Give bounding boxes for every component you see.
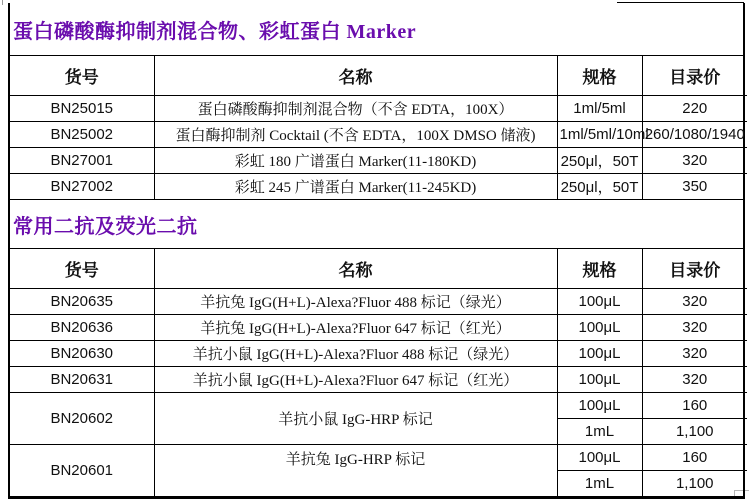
spec-cell: 250μl，50T <box>557 148 642 174</box>
name-cell: 羊抗兔 IgG-HRP 标记 <box>154 445 557 497</box>
crop-remnant-tick <box>2 0 3 5</box>
table-row <box>10 122 747 148</box>
price-cell: 320 <box>642 148 747 174</box>
code-cell: BN25015 <box>10 96 154 122</box>
column-header-price: 目录价 <box>642 56 747 96</box>
spec-cell: 100μL <box>557 315 642 341</box>
price-list-document <box>8 3 745 499</box>
price-cell: 320 <box>642 341 747 367</box>
spec-cell: 100μL <box>557 393 642 419</box>
price-cell: 1,100 <box>642 419 747 445</box>
spec-cell: 1ml/5ml/10ml <box>557 122 642 148</box>
table-row <box>10 289 747 315</box>
table-row <box>10 445 747 471</box>
name-cell: 羊抗小鼠 IgG(H+L)-Alexa?Fluor 488 标记（绿光） <box>154 341 557 367</box>
table-row <box>10 393 747 419</box>
spec-cell: 100μL <box>557 445 642 471</box>
spec-cell: 250μl，50T <box>557 174 642 200</box>
column-header-name: 名称 <box>154 56 557 96</box>
code-cell: BN20636 <box>10 315 154 341</box>
name-cell: 蛋白酶抑制剂 Cocktail (不含 EDTA，100X DMSO 储液) <box>154 122 557 148</box>
name-cell: 蛋白磷酸酶抑制剂混合物（不含 EDTA，100X） <box>154 96 557 122</box>
column-header-price: 目录价 <box>642 249 747 289</box>
column-header-code: 货号 <box>10 249 154 289</box>
table-row <box>10 315 747 341</box>
price-cell: 1,100 <box>642 471 747 497</box>
code-cell: BN20635 <box>10 289 154 315</box>
price-cell: 320 <box>642 289 747 315</box>
code-cell: BN25002 <box>10 122 154 148</box>
code-cell: BN20631 <box>10 367 154 393</box>
section-title-inhibitors-markers: 蛋白磷酸酶抑制剂混合物、彩虹蛋白 Marker <box>10 3 743 56</box>
code-cell: BN20630 <box>10 341 154 367</box>
table-row <box>10 341 747 367</box>
spec-cell: 100μL <box>557 367 642 393</box>
price-cell: 350 <box>642 174 747 200</box>
name-cell: 羊抗小鼠 IgG-HRP 标记 <box>154 393 557 445</box>
price-cell: 220 <box>642 96 747 122</box>
spec-cell: 100μL <box>557 341 642 367</box>
code-cell: BN27002 <box>10 174 154 200</box>
price-cell: 160 <box>642 445 747 471</box>
table-row <box>10 148 747 174</box>
spec-cell: 1ml/5ml <box>557 96 642 122</box>
code-cell: BN27001 <box>10 148 154 174</box>
spec-cell: 100μL <box>557 289 642 315</box>
code-cell: BN20601 <box>10 445 154 497</box>
table-row <box>10 174 747 200</box>
table-row <box>10 367 747 393</box>
name-cell: 羊抗小鼠 IgG(H+L)-Alexa?Fluor 647 标记（红光） <box>154 367 557 393</box>
header-row <box>10 249 747 289</box>
price-cell: 320 <box>642 315 747 341</box>
price-cell: 160 <box>642 393 747 419</box>
product-table-inhibitors-markers <box>10 56 747 199</box>
spec-cell: 1mL <box>557 471 642 497</box>
column-header-spec: 规格 <box>557 249 642 289</box>
column-header-name: 名称 <box>154 249 557 289</box>
name-cell: 羊抗兔 IgG(H+L)-Alexa?Fluor 488 标记（绿光） <box>154 289 557 315</box>
header-row <box>10 56 747 96</box>
table-row <box>10 96 747 122</box>
code-cell: BN20602 <box>10 393 154 445</box>
spec-cell: 1mL <box>557 419 642 445</box>
product-table-secondary-antibodies <box>10 249 747 496</box>
column-header-code: 货号 <box>10 56 154 96</box>
name-cell: 羊抗兔 IgG(H+L)-Alexa?Fluor 647 标记（红光） <box>154 315 557 341</box>
section-title-secondary-antibodies: 常用二抗及荧光二抗 <box>10 199 743 249</box>
name-cell: 彩虹 180 广谱蛋白 Marker(11-180KD) <box>154 148 557 174</box>
name-cell: 彩虹 245 广谱蛋白 Marker(11-245KD) <box>154 174 557 200</box>
price-cell: 260/1080/1940 <box>642 122 747 148</box>
column-header-spec: 规格 <box>557 56 642 96</box>
price-cell: 320 <box>642 367 747 393</box>
